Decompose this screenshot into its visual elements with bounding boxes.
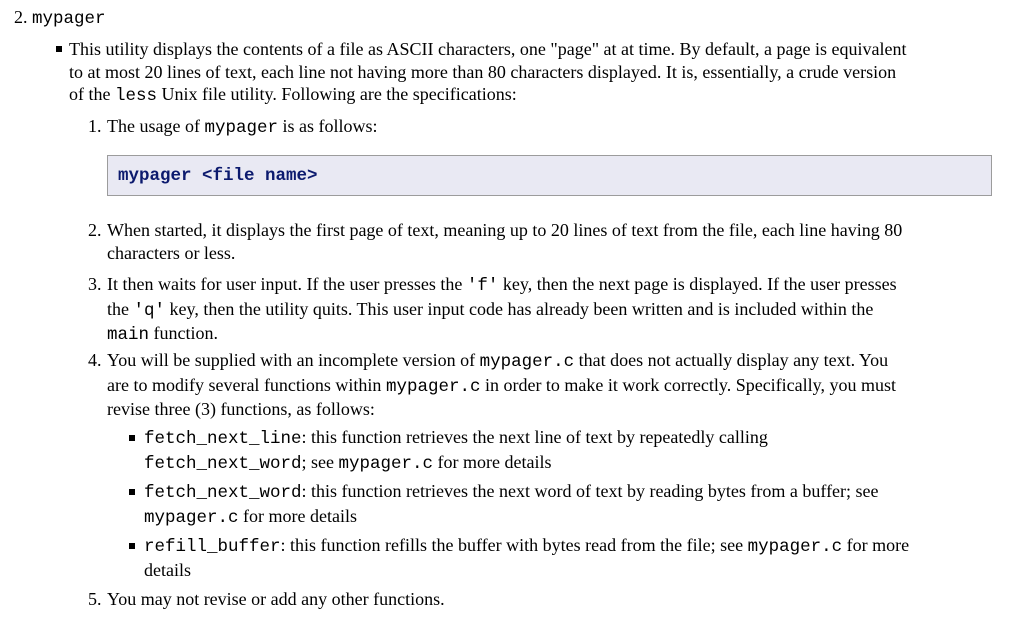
function-name: fetch_next_word bbox=[144, 483, 302, 503]
list-item-number: 5. bbox=[88, 589, 102, 609]
list-item-number: 1. bbox=[88, 116, 102, 136]
inline-code: mypager.c bbox=[479, 352, 575, 372]
intro-line: This utility displays the contents of a file as ASCII characters, one "page" at at time. By default, a page is equivalent bbox=[69, 39, 907, 59]
code-text: mypager <file name> bbox=[118, 166, 318, 186]
bullet-marker bbox=[56, 46, 62, 52]
inline-code: 'q' bbox=[133, 300, 166, 321]
list-item-text: You may not revise or add any other functions. bbox=[107, 589, 445, 609]
list-item-text: When started, it displays the first page of text, meaning up to 20 lines of text from the file, each line having 80 characters or less. bbox=[107, 220, 903, 263]
function-name: refill_buffer bbox=[144, 537, 281, 557]
inline-code: mypager.c bbox=[144, 507, 239, 528]
inline-code: less bbox=[114, 86, 157, 106]
list-item-text: The usage of mypager is as follows: bbox=[107, 116, 378, 138]
function-item: fetch_next_word: this function retrieves the next word of text by reading bytes from a buffer; see mypager.c for more details bbox=[144, 481, 879, 528]
intro-line: to at most 20 lines of text, each line not having more than 80 characters displayed. It is, essentially, a crude version bbox=[69, 61, 897, 82]
list-item-number: 4. bbox=[88, 350, 102, 370]
intro-paragraph bbox=[69, 38, 1004, 108]
section-number: 2. bbox=[14, 7, 28, 27]
inline-code: main bbox=[107, 325, 150, 345]
list-item-number: 2. bbox=[88, 220, 102, 240]
intro-line: of the less Unix file utility. Following are the specifications: bbox=[69, 84, 517, 106]
inline-code: mypager.c bbox=[338, 453, 434, 474]
inline-code: fetch_next_word bbox=[144, 453, 302, 474]
inline-code: mypager.c bbox=[385, 376, 481, 397]
function-name: fetch_next_line bbox=[144, 429, 302, 449]
inline-code: mypager bbox=[204, 118, 278, 138]
function-item: fetch_next_line: this function retrieves the next line of text by repeatedly calling fetch_next_word; see mypager.c for more details bbox=[144, 427, 768, 474]
function-item: refill_buffer: this function refills the buffer with bytes read from the file; see mypager.c for more details bbox=[144, 535, 910, 580]
bullet-marker bbox=[129, 489, 135, 495]
bullet-marker bbox=[129, 435, 135, 441]
list-item-text: You will be supplied with an incomplete version of mypager.c that does not actually display any text. You are to modify several functions within mypager.c in order to make it work correctly. Specifically, you must revise three (3) functions, as follows: bbox=[107, 350, 896, 419]
list-item-number: 3. bbox=[88, 274, 102, 294]
section-title: mypager bbox=[32, 9, 106, 29]
inline-code: mypager.c bbox=[747, 537, 843, 557]
list-item-text: It then waits for user input. If the user presses the 'f' key, then the next page is displayed. If the user presses the 'q' key, then the utility quits. This user input code has already been written and is included within the main function. bbox=[107, 274, 897, 345]
code-block bbox=[107, 155, 992, 196]
inline-code: 'f' bbox=[466, 276, 499, 296]
section-heading bbox=[14, 6, 106, 31]
bullet-marker bbox=[129, 543, 135, 549]
